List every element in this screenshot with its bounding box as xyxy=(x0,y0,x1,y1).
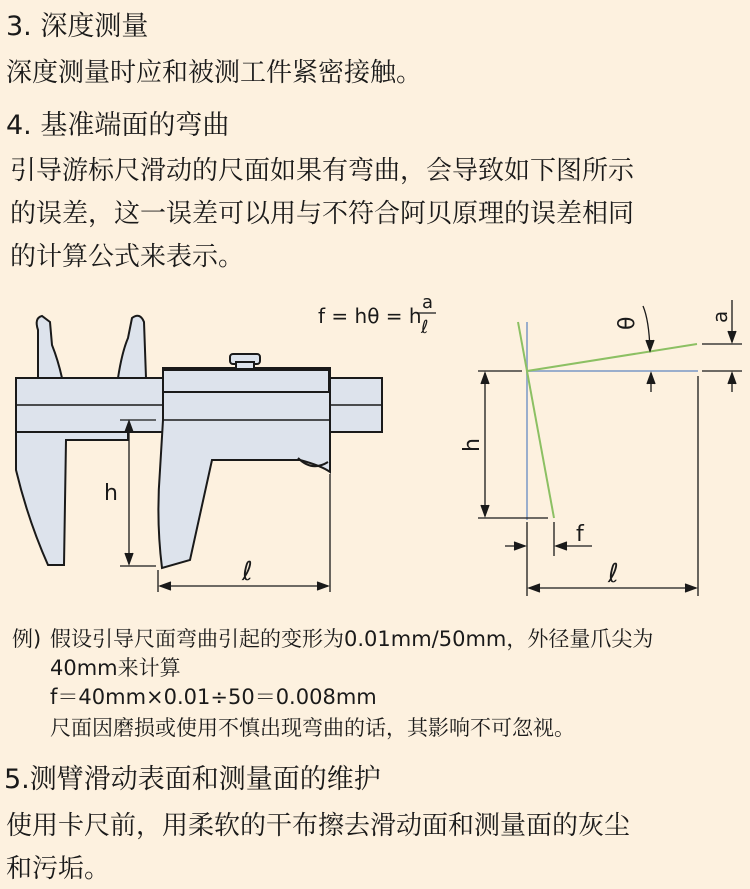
bent-vertical-line xyxy=(518,322,554,518)
section-4-heading: 4. 基准端面的弯曲 xyxy=(6,110,230,141)
example-line: 尺面因磨损或使用不慎出现弯曲的话，其影响不可忽视。 xyxy=(50,716,575,740)
slider xyxy=(158,368,330,568)
formula: f = hθ = h xyxy=(318,304,422,328)
geometry-h-label: h xyxy=(460,438,485,452)
formula-denominator: ℓ xyxy=(421,317,429,338)
section-3-body: 深度测量时应和被测工件紧密接触。 xyxy=(6,58,423,88)
theta-label: θ xyxy=(615,316,640,330)
fixed-inside-jaw xyxy=(37,316,62,378)
section-5-heading: 5.测臂滑动表面和测量面的维护 xyxy=(4,764,381,795)
example-line: 假设引导尺面弯曲引起的变形为0.01mm/50mm，外径量爪尖为 xyxy=(50,627,654,651)
caliper-l-label: ℓ xyxy=(242,557,253,587)
bent-horizontal-line xyxy=(527,344,697,371)
error-geometry-diagram xyxy=(478,300,742,596)
section-4-body-line: 引导游标尺滑动的尺面如果有弯曲，会导致如下图所示 xyxy=(10,156,635,186)
example-prefix: 例) xyxy=(12,627,42,651)
caliper-diagram xyxy=(16,316,382,568)
geometry-l-label: ℓ xyxy=(608,559,619,589)
example-formula: f＝40mm×0.01÷50＝0.008mm xyxy=(50,685,377,709)
section-5-body-line: 和污垢。 xyxy=(6,854,111,884)
section-3-heading: 3. 深度测量 xyxy=(6,11,149,42)
caliper-h-label: h xyxy=(104,481,118,506)
section-5-body-line: 使用卡尺前，用柔软的干布擦去滑动面和测量面的灰尘 xyxy=(6,811,631,841)
section-4-body-line: 的误差，这一误差可以用与不符合阿贝原理的误差相同 xyxy=(10,199,635,229)
slider-window xyxy=(163,370,329,392)
f-label: f xyxy=(576,522,584,547)
a-label: a xyxy=(708,310,732,323)
formula-numerator: a xyxy=(422,292,434,313)
example-line: 40mm来计算 xyxy=(50,656,181,680)
section-4-body-line: 的计算公式来表示。 xyxy=(10,242,245,272)
sliding-inside-jaw xyxy=(118,316,146,378)
